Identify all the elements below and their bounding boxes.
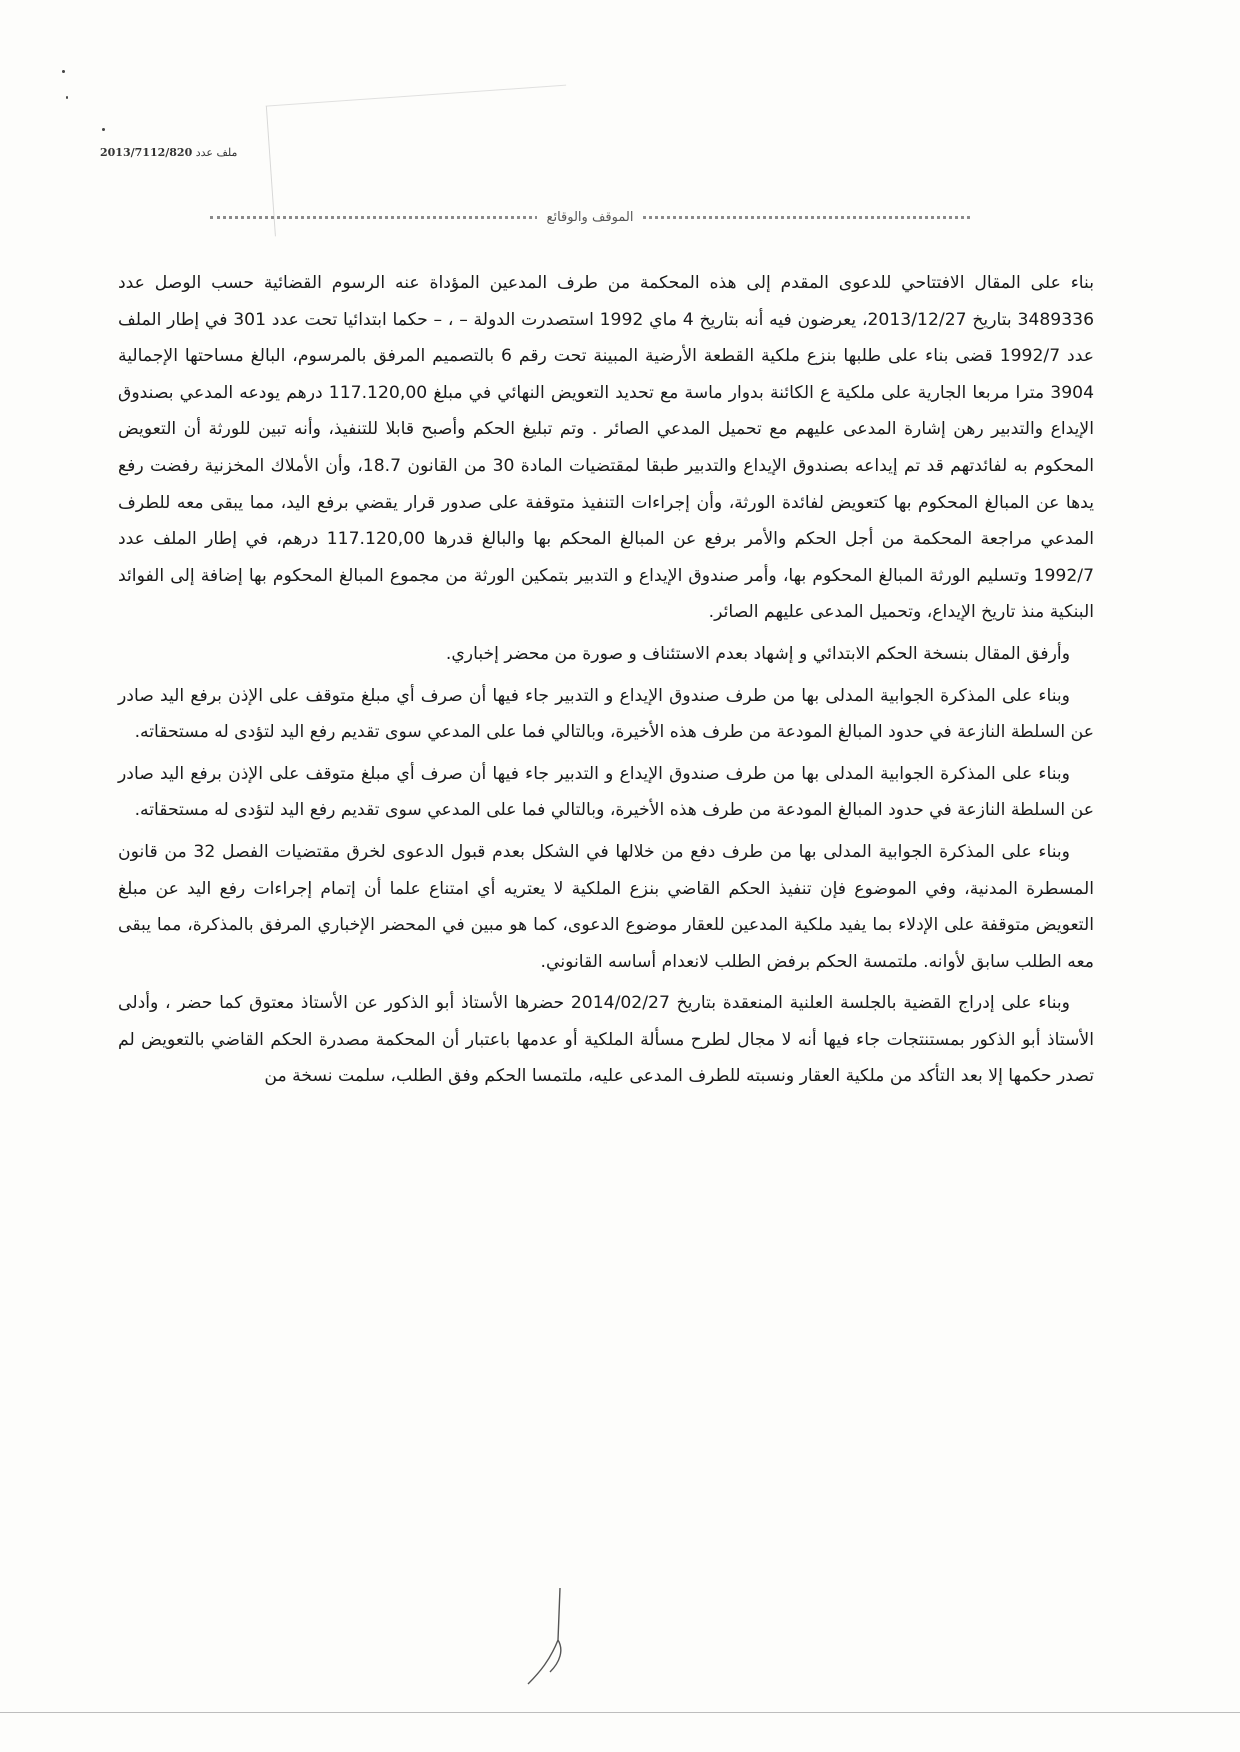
- paragraph: وبناء على المذكرة الجوابية المدلى بها من طرف صندوق الإيداع و التدبير جاء فيها أن صرف أي مبلغ متوقف على الإذن برفع اليد صادر عن السلطة النازعة في حدود المبالغ المودعة من طرف هذه الأخيرة، وبالتالي فما على المدعي سوى تقديم رفع اليد لتؤدى له مستحقاته.: [118, 685, 1094, 743]
- paragraph: وبناء على المذكرة الجوابية المدلى بها من طرف دفع من خلالها في الشكل بعدم قبول الدعوى لخرق مقتضيات الفصل 32 من قانون المسطرة المدنية، وفي الموضوع فإن تنفيذ الحكم القاضي بنزع الملكية لا يعتريه أي امتناع علما أن إتمام إجراءات رفع اليد عن مبلغ التعويض متوقفة على الإدلاء بما يفيد ملكية المدعين للعقار موضوع الدعوى، كما هو مبين في المحضر الإخباري المرفق بالمذكرة، مما يبقى معه الطلب سابق لأوانه. ملتمسة الحكم برفض الطلب لانعدام أساسه القانوني.: [118, 841, 1094, 972]
- paragraph: وأرفق المقال بنسخة الحكم الابتدائي و إشهاد بعدم الاستئناف و صورة من محضر إخباري.: [445, 643, 1070, 664]
- scan-speck: [62, 70, 65, 73]
- bottom-rule: [0, 1712, 1240, 1713]
- scan-speck: [66, 96, 68, 99]
- paragraph: بناء على المقال الافتتاحي للدعوى المقدم إلى هذه المحكمة من طرف المدعين المؤداة عنه الرسوم القضائية حسب الوصل عدد 3489336 بتاريخ 2013/12/27، يعرضون فيه أنه بتاريخ 4 ماي 1992 استصدرت الدولة – ، – حكما ابتدائيا تحت عدد 301 في إطار الملف عدد 1992/7 قضى بناء على طلبها بنزع ملكية القطعة الأرضية المبينة تحت رقم 6 بالتصميم المرفق بالمرسوم، البالغ مساحتها الإجمالية 3904 مترا مربعا الجارية على ملكية ع الكائنة بدوار ماسة مع تحديد التعويض النهائي في مبلغ 117.120,00 درهم يودعه المدعي بصندوق الإيداع والتدبير رهن إشارة المدعى عليهم مع تحميل المدعي الصائر . وتم تبليغ الحكم وأصبح قابلا للتنفيذ، وأنه تبين للورثة أن التعويض المحكوم به لفائدتهم قد تم إيداعه بصندوق الإيداع والتدبير طبقا لمقتضيات المادة 30 من القانون 18.7، وأن الأملاك المخزنية رفضت رفع يدها عن المبالغ المحكوم بها كتعويض لفائدة الورثة، وأن إجراءات التنفيذ متوقفة على صدور قرار يقضي برفع اليد، مما يبقى معه للطرف المدعي مراجعة المحكمة من أجل الحكم والأمر برفع عن المبالغ المحكم بها والبالغ قدرها 117.120,00 درهم، في إطار الملف عدد 1992/7 وتسليم الورثة المبالغ المحكوم بها، وأمر صندوق الإيداع و التدبير بتمكين الورثة من مجموع المبالغ المحكوم بها إضافة إلى الفوائد البنكية منذ تاريخ الإيداع، وتحميل المدعى عليهم الصائر.: [118, 273, 1095, 623]
- paragraph: وبناء على إدراج القضية بالجلسة العلنية المنعقدة بتاريخ 2014/02/27 حضرها الأستاذ أبو الذكور عن الأستاذ معتوق كما حضر ، وأدلى الأستاذ أبو الذكور بمستنتجات جاء فيها أنه لا مجال لطرح مسألة الملكية أو عدمها باعتبار أن المحكمة مصدرة الحكم القاضي بالتعويض لم تصدر حكمها إلا بعد التأكد من ملكية العقار ونسبته للطرف المدعى عليه، ملتمسا الحكم وفق الطلب، سلمت نسخة من: [118, 993, 1094, 1087]
- section-header: [210, 208, 970, 226]
- document-body: [118, 265, 1094, 1100]
- scan-speck: [102, 128, 105, 131]
- file-reference-label: ملف عدد: [195, 146, 238, 159]
- section-header-text: الموقف والوقائع: [537, 210, 644, 225]
- paragraph: وبناء على المذكرة الجوابية المدلى بها من طرف صندوق الإيداع و التدبير جاء فيها أن صرف أي مبلغ متوقف على الإذن برفع اليد صادر عن السلطة النازعة في حدود المبالغ المودعة من طرف هذه الأخيرة، وبالتالي فما على المدعي سوى تقديم رفع اليد لتؤدى له مستحقاته.: [118, 763, 1094, 821]
- file-reference: [96, 146, 237, 159]
- signature-mark: [520, 1580, 610, 1690]
- file-reference-number: 2013/7112/820: [100, 146, 193, 159]
